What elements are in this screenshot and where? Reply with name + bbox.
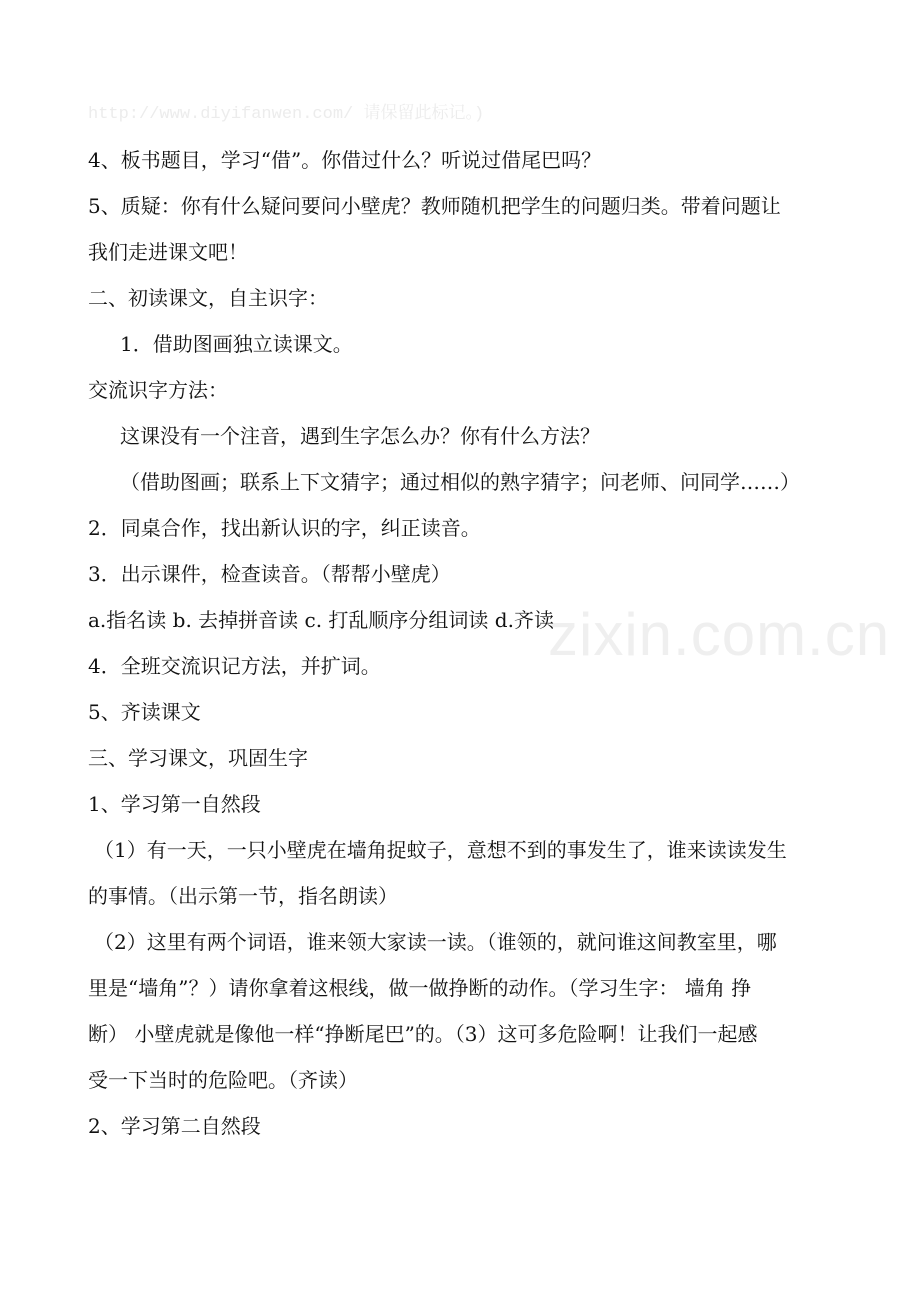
text-line: （借助图画；联系上下文猜字；通过相似的熟字猜字；问老师、问同学……） [120, 470, 800, 494]
header-note: http://www.diyifanwen.com/ 请保留此标记。) [88, 105, 485, 124]
text-line: 4、板书题目，学习“借”。你借过什么？听说过借尾巴吗？ [88, 148, 602, 172]
section-heading: 二、初读课文，自主识字： [88, 286, 328, 310]
text-line: a.指名读 b. 去掉拼音读 c. 打乱顺序分组词读 d.齐读 [88, 608, 554, 632]
text-line: （1）有一天，一只小壁虎在墙角捉蚊子，意想不到的事发生了，谁来读读发生 [94, 838, 787, 862]
text-line: 2、学习第二自然段 [88, 1114, 261, 1138]
text-line: 4．全班交流识记方法，并扩词。 [88, 654, 381, 678]
section-heading: 三、学习课文，巩固生字 [88, 746, 308, 770]
text-line: 受一下当时的危险吧。（齐读） [88, 1068, 358, 1092]
text-line: 1．借助图画独立读课文。 [120, 332, 353, 356]
text-line: （2）这里有两个词语，谁来领大家读一读。（谁领的，就问谁这间教室里，哪 [94, 930, 777, 954]
text-line: 断） 小壁虎就是像他一样“挣断尾巴”的。（3）这可多危险啊！让我们一起感 [88, 1022, 758, 1046]
text-line: 里是“墙角”？）请你拿着这根线，做一做挣断的动作。（学习生字： 墙角 挣 [88, 976, 752, 1000]
text-line: 5、质疑：你有什么疑问要问小壁虎？教师随机把学生的问题归类。带着问题让 [88, 194, 781, 218]
text-line: 我们走进课文吧！ [88, 240, 248, 264]
text-line: 1、学习第一自然段 [88, 792, 261, 816]
text-line: 的事情。（出示第一节，指名朗读） [88, 884, 398, 908]
text-line: 交流识字方法： [88, 378, 228, 402]
watermark: zixin.com.cn [548, 601, 891, 668]
text-line: 2．同桌合作，找出新认识的字，纠正读音。 [88, 516, 481, 540]
document-body [88, 137, 840, 1149]
text-line: 这课没有一个注音，遇到生字怎么办？你有什么方法？ [120, 424, 600, 448]
text-line: 5、齐读课文 [88, 700, 201, 724]
text-line: 3．出示课件，检查读音。（帮帮小壁虎） [88, 562, 451, 586]
